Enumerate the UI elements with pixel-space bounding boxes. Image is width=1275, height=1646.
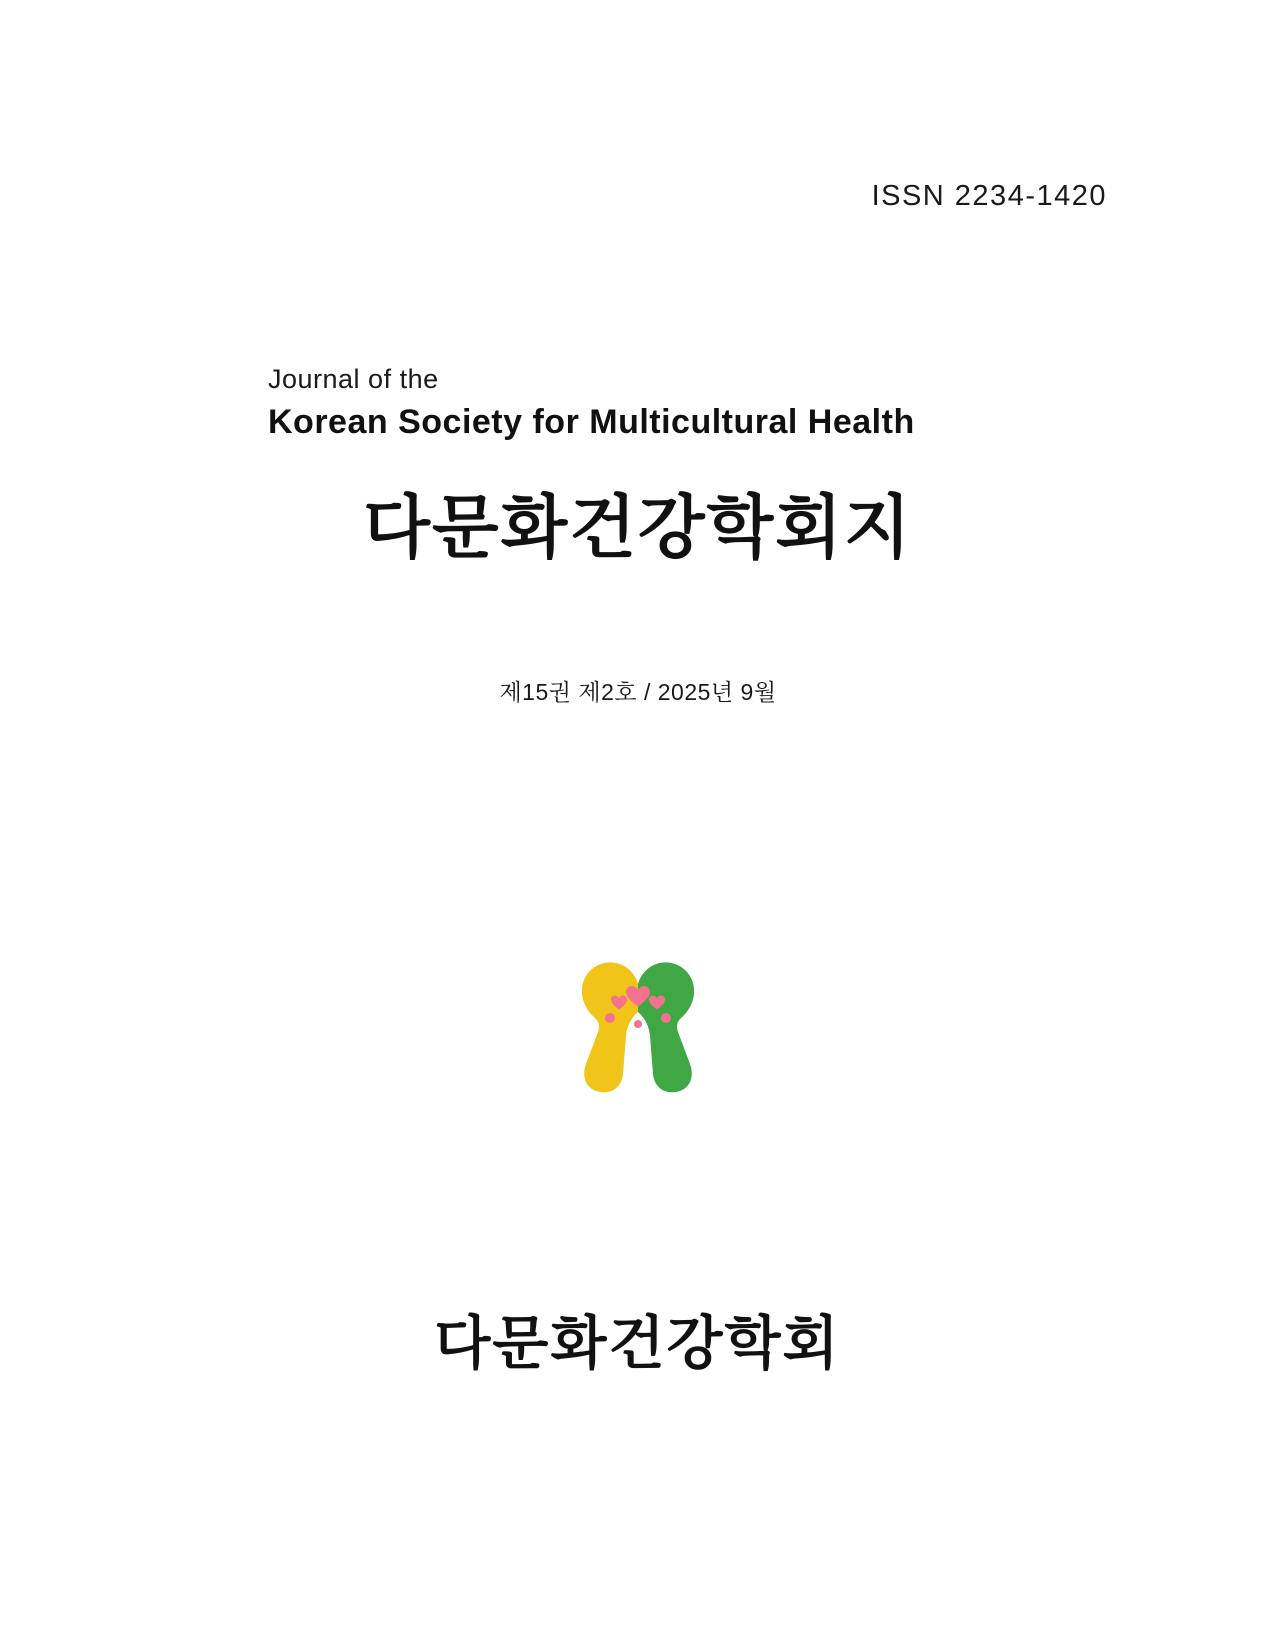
two-figures-heart-logo [553,940,723,1110]
journal-name-korean: 다문화건강학회지 [363,489,913,566]
volume-issue-date: 제15권 제2호 / 2025년 9월 [499,679,777,705]
issn-text: ISSN 2234-1420 [871,180,1107,212]
society-name: 다문화건강학회 [434,1311,841,1376]
journal-of-the-label: Journal of the [268,364,439,394]
logo-container [0,940,1275,1110]
title-block [268,364,1008,705]
journal-name-english: Korean Society for Multicultural Health [268,403,915,441]
